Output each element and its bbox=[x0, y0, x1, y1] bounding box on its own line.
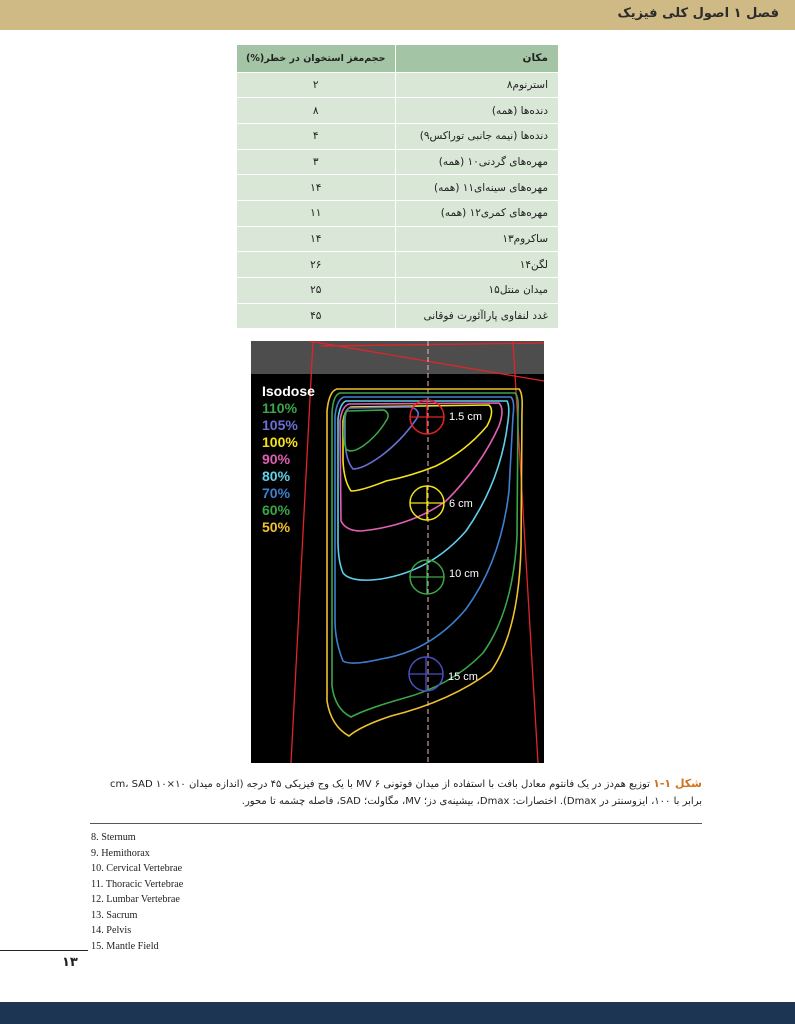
volume-cell: ۲۵ bbox=[237, 278, 395, 304]
site-cell: مهره‌های گردنی۱۰ (همه) bbox=[395, 149, 558, 175]
site-cell: لگن۱۴ bbox=[395, 252, 558, 278]
footnote-item: 10. Cervical Vertebrae bbox=[91, 863, 183, 874]
page-number-rule bbox=[0, 950, 88, 951]
table-row bbox=[237, 226, 558, 252]
volume-cell: ۴۵ bbox=[237, 303, 395, 329]
caption-text: توزیع هم‌دز در یک فانتوم معادل بافت با استفاده از میدان فوتونی ۶ MV با یک وج فیزیکی ۴۵ درجه (اندازه میدان ۱۰×۱۰ cm، SAD برابر با ۱۰۰، ایزوسنتر در Dmax). اختصارات: Dmax، بیشینه‌ی دز؛ MV، مگاولت؛ SAD، فاصله چشمه تا محور. bbox=[110, 779, 702, 807]
isodose-curve-110 bbox=[344, 410, 388, 451]
depth-label: 10 cm bbox=[449, 568, 479, 580]
table-row bbox=[237, 278, 558, 304]
site-cell: دنده‌ها (نیمه جانبی توراکس۹) bbox=[395, 123, 558, 149]
footnote-item: 11. Thoracic Vertebrae bbox=[91, 878, 184, 890]
table-header-row bbox=[237, 45, 558, 72]
depth-label: 1.5 cm bbox=[449, 411, 483, 423]
table-row bbox=[237, 303, 558, 329]
isodose-curve-70 bbox=[335, 397, 514, 663]
depth-label: 15 cm bbox=[448, 671, 478, 683]
footnote-item: 14. Pelvis bbox=[91, 925, 132, 936]
volume-cell: ۴ bbox=[237, 123, 395, 149]
site-cell: میدان منتل۱۵ bbox=[395, 278, 558, 304]
chapter-title: فصل ۱ اصول کلی فیزیک bbox=[617, 6, 779, 21]
site-cell: ساکروم۱۳ bbox=[395, 226, 558, 252]
footnote-item: 13. Sacrum bbox=[91, 909, 138, 921]
site-cell: مهره‌های سینه‌ای۱۱ (همه) bbox=[395, 175, 558, 201]
depth-marker-15cm bbox=[409, 657, 443, 691]
volume-cell: ۱۴ bbox=[237, 175, 395, 201]
footnote-item: 9. Hemithorax bbox=[91, 847, 150, 859]
table-row bbox=[237, 252, 558, 278]
footnote-item: 8. Sternum bbox=[91, 832, 136, 843]
volume-cell: ۱۱ bbox=[237, 200, 395, 226]
table-row bbox=[237, 98, 558, 124]
footnote-item: 15. Mantle Field bbox=[91, 940, 159, 952]
footnotes-list bbox=[91, 830, 391, 954]
legend-item-70: 70% bbox=[262, 485, 291, 501]
bone-marrow-risk-table bbox=[237, 45, 558, 329]
legend-item-110: 110% bbox=[262, 400, 298, 416]
figure-caption bbox=[90, 775, 702, 810]
column-header-site: مکان bbox=[395, 45, 558, 72]
legend-item-90: 90% bbox=[262, 451, 291, 467]
isodose-curve-105 bbox=[345, 407, 418, 469]
table-row bbox=[237, 175, 558, 201]
volume-cell: ۲ bbox=[237, 72, 395, 98]
legend-item-60: 60% bbox=[262, 502, 291, 518]
volume-cell: ۳ bbox=[237, 149, 395, 175]
volume-cell: ۸ bbox=[237, 98, 395, 124]
table-row bbox=[237, 200, 558, 226]
depth-label: 6 cm bbox=[449, 498, 473, 510]
table-row bbox=[237, 72, 558, 98]
footnote-item: 12. Lumbar Vertebrae bbox=[91, 894, 180, 905]
legend-title: Isodose bbox=[262, 383, 315, 399]
legend-item-105: 105% bbox=[262, 417, 298, 433]
footnote-divider bbox=[90, 823, 702, 824]
depth-marker-1-5cm bbox=[410, 400, 444, 434]
air-region-band bbox=[251, 341, 544, 374]
site-cell: استرنوم۸ bbox=[395, 72, 558, 98]
isodose-curve-80 bbox=[338, 401, 509, 580]
chapter-header-bar bbox=[0, 0, 795, 30]
site-cell: غدد لنفاوی پاراآئورت فوقانی bbox=[395, 303, 558, 329]
table-row bbox=[237, 123, 558, 149]
table-row bbox=[237, 149, 558, 175]
depth-marker-10cm bbox=[410, 560, 444, 594]
site-cell: مهره‌های کمری۱۲ (همه) bbox=[395, 200, 558, 226]
legend-item-100: 100% bbox=[262, 434, 298, 450]
site-cell: دنده‌ها (همه) bbox=[395, 98, 558, 124]
caption-label: شکل ۱-۱ bbox=[653, 777, 702, 790]
volume-cell: ۲۶ bbox=[237, 252, 395, 278]
column-header-volume: حجم‌مغز استخوان در خطر(%) bbox=[237, 45, 395, 72]
footer-bar bbox=[0, 1002, 795, 1024]
isodose-curve-60 bbox=[332, 393, 518, 717]
volume-cell: ۱۴ bbox=[237, 226, 395, 252]
isodose-distribution-figure bbox=[251, 341, 544, 763]
depth-marker-6cm bbox=[410, 486, 444, 520]
page-number: ۱۳ bbox=[62, 955, 78, 970]
legend-item-80: 80% bbox=[262, 468, 291, 484]
isodose-curve-50 bbox=[327, 389, 522, 736]
legend-item-50: 50% bbox=[262, 519, 291, 535]
